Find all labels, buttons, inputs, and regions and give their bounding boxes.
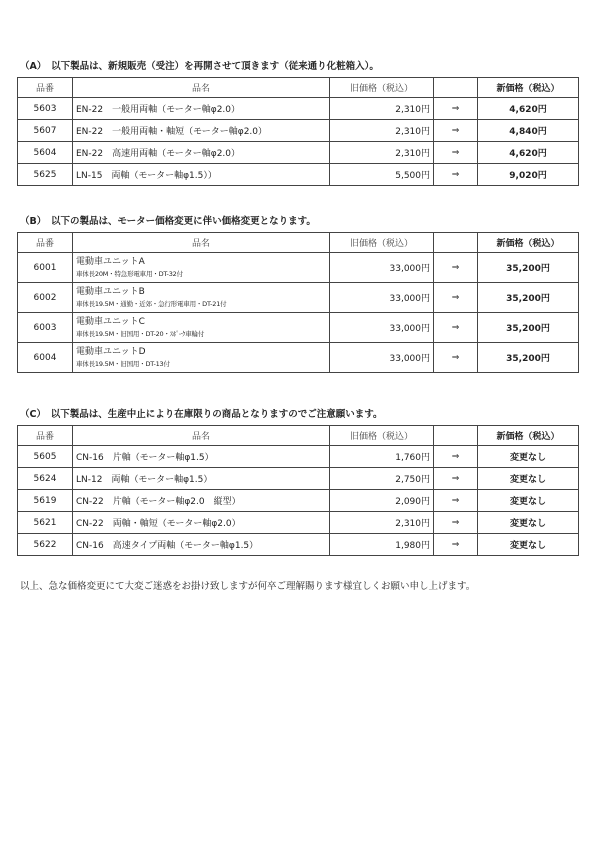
new-price: 35,200円 — [478, 313, 579, 343]
arrow-icon: ⇒ — [434, 142, 478, 164]
table-row — [18, 283, 579, 313]
arrow-icon: ⇒ — [434, 120, 478, 142]
old-price: 1,980円 — [330, 534, 434, 556]
old-price: 1,760円 — [330, 446, 434, 468]
header-new-price: 新価格（税込） — [478, 233, 579, 253]
section-b-heading: （B） 以下の製品は、モーター価格変更に伴い価格変更となります。 — [20, 216, 316, 227]
old-price: 2,750円 — [330, 468, 434, 490]
product-name-cell — [73, 283, 330, 313]
arrow-icon: ⇒ — [434, 343, 478, 373]
old-price: 2,310円 — [330, 512, 434, 534]
closing-note: 以上、急な価格変更にて大変ご迷惑をお掛け致しますが何卒ご理解賜ります様宜しくお願い申し上げます。 — [20, 581, 476, 592]
product-detail: 車体長19.5M・通勤・近郊・急行形電車用・DT-21付 — [76, 299, 227, 308]
product-code: 5605 — [18, 446, 73, 468]
arrow-icon: ⇒ — [434, 490, 478, 512]
product-code: 5603 — [18, 98, 73, 120]
header-code: 品番 — [18, 233, 73, 253]
header-new-price: 新価格（税込） — [478, 78, 579, 98]
section-c-table — [17, 425, 579, 556]
old-price: 2,310円 — [330, 142, 434, 164]
product-name: 電動車ユニットB — [76, 286, 145, 297]
header-old-price: 旧価格（税込） — [330, 78, 434, 98]
new-price: 4,840円 — [478, 120, 579, 142]
header-name: 品名 — [73, 426, 330, 446]
new-price: 4,620円 — [478, 98, 579, 120]
old-price: 2,310円 — [330, 120, 434, 142]
old-price: 33,000円 — [330, 313, 434, 343]
header-arrow — [434, 78, 478, 98]
product-name: EN-22 一般用両軸・軸短（モーター軸φ2.0） — [73, 120, 330, 142]
product-name-cell — [73, 253, 330, 283]
product-name: 電動車ユニットC — [76, 316, 145, 327]
product-name: EN-22 高速用両軸（モーター軸φ2.0） — [73, 142, 330, 164]
header-arrow — [434, 426, 478, 446]
table-header-row — [18, 426, 579, 446]
header-name: 品名 — [73, 233, 330, 253]
product-code: 5619 — [18, 490, 73, 512]
old-price: 33,000円 — [330, 343, 434, 373]
new-price: 変更なし — [478, 490, 579, 512]
header-new-price: 新価格（税込） — [478, 426, 579, 446]
table-header-row — [18, 233, 579, 253]
table-row — [18, 120, 579, 142]
header-old-price: 旧価格（税込） — [330, 233, 434, 253]
product-name: LN-15 両軸（モーター軸φ1.5）） — [73, 164, 330, 186]
arrow-icon: ⇒ — [434, 283, 478, 313]
header-code: 品番 — [18, 426, 73, 446]
table-row — [18, 142, 579, 164]
arrow-icon: ⇒ — [434, 98, 478, 120]
arrow-icon: ⇒ — [434, 164, 478, 186]
table-row — [18, 534, 579, 556]
product-detail: 車体長19.5M・旧国用・DT-20・ｽﾎﾟｰｸ車輪付 — [76, 329, 205, 338]
new-price: 変更なし — [478, 512, 579, 534]
old-price: 33,000円 — [330, 253, 434, 283]
table-row — [18, 490, 579, 512]
product-name-cell — [73, 313, 330, 343]
section-a-heading: （A） 以下製品は、新規販売（受注）を再開させて頂きます（従来通り化粧箱入）。 — [20, 61, 379, 72]
old-price: 5,500円 — [330, 164, 434, 186]
old-price: 2,090円 — [330, 490, 434, 512]
product-name-cell — [73, 343, 330, 373]
product-code: 5624 — [18, 468, 73, 490]
product-name: EN-22 一般用両軸（モーター軸φ2.0） — [73, 98, 330, 120]
product-code: 5622 — [18, 534, 73, 556]
product-code: 5621 — [18, 512, 73, 534]
product-code: 6001 — [18, 253, 73, 283]
header-name: 品名 — [73, 78, 330, 98]
new-price: 35,200円 — [478, 283, 579, 313]
section-b-table — [17, 232, 579, 373]
arrow-icon: ⇒ — [434, 512, 478, 534]
new-price: 9,020円 — [478, 164, 579, 186]
product-name: 電動車ユニットA — [76, 256, 145, 267]
table-header-row — [18, 78, 579, 98]
product-name: CN-16 片軸（モーター軸φ1.5） — [73, 446, 330, 468]
product-code: 6003 — [18, 313, 73, 343]
old-price: 2,310円 — [330, 98, 434, 120]
header-code: 品番 — [18, 78, 73, 98]
header-arrow — [434, 233, 478, 253]
new-price: 35,200円 — [478, 343, 579, 373]
arrow-icon: ⇒ — [434, 313, 478, 343]
product-code: 5625 — [18, 164, 73, 186]
arrow-icon: ⇒ — [434, 534, 478, 556]
section-a-table — [17, 77, 579, 186]
table-row — [18, 313, 579, 343]
product-code: 6002 — [18, 283, 73, 313]
arrow-icon: ⇒ — [434, 446, 478, 468]
product-name: CN-22 片軸（モーター軸φ2.0 縦型） — [73, 490, 330, 512]
product-name: LN-12 両軸（モーター軸φ1.5） — [73, 468, 330, 490]
old-price: 33,000円 — [330, 283, 434, 313]
product-name: 電動車ユニットD — [76, 346, 146, 357]
table-row — [18, 343, 579, 373]
new-price: 変更なし — [478, 446, 579, 468]
product-detail: 車体長19.5M・旧国用・DT-13付 — [76, 359, 170, 368]
product-code: 5604 — [18, 142, 73, 164]
arrow-icon: ⇒ — [434, 253, 478, 283]
table-row — [18, 446, 579, 468]
new-price: 変更なし — [478, 534, 579, 556]
table-row — [18, 253, 579, 283]
table-row — [18, 164, 579, 186]
product-detail: 車体長20M・特急形電車用・DT-32付 — [76, 269, 183, 278]
product-code: 5607 — [18, 120, 73, 142]
product-name: CN-22 両軸・軸短（モーター軸φ2.0） — [73, 512, 330, 534]
header-old-price: 旧価格（税込） — [330, 426, 434, 446]
new-price: 35,200円 — [478, 253, 579, 283]
arrow-icon: ⇒ — [434, 468, 478, 490]
product-code: 6004 — [18, 343, 73, 373]
new-price: 4,620円 — [478, 142, 579, 164]
product-name: CN-16 高速タイプ両軸（モーター軸φ1.5） — [73, 534, 330, 556]
section-c-heading: （C） 以下製品は、生産中止により在庫限りの商品となりますのでご注意願います。 — [20, 409, 383, 420]
table-row — [18, 98, 579, 120]
table-row — [18, 468, 579, 490]
table-row — [18, 512, 579, 534]
new-price: 変更なし — [478, 468, 579, 490]
